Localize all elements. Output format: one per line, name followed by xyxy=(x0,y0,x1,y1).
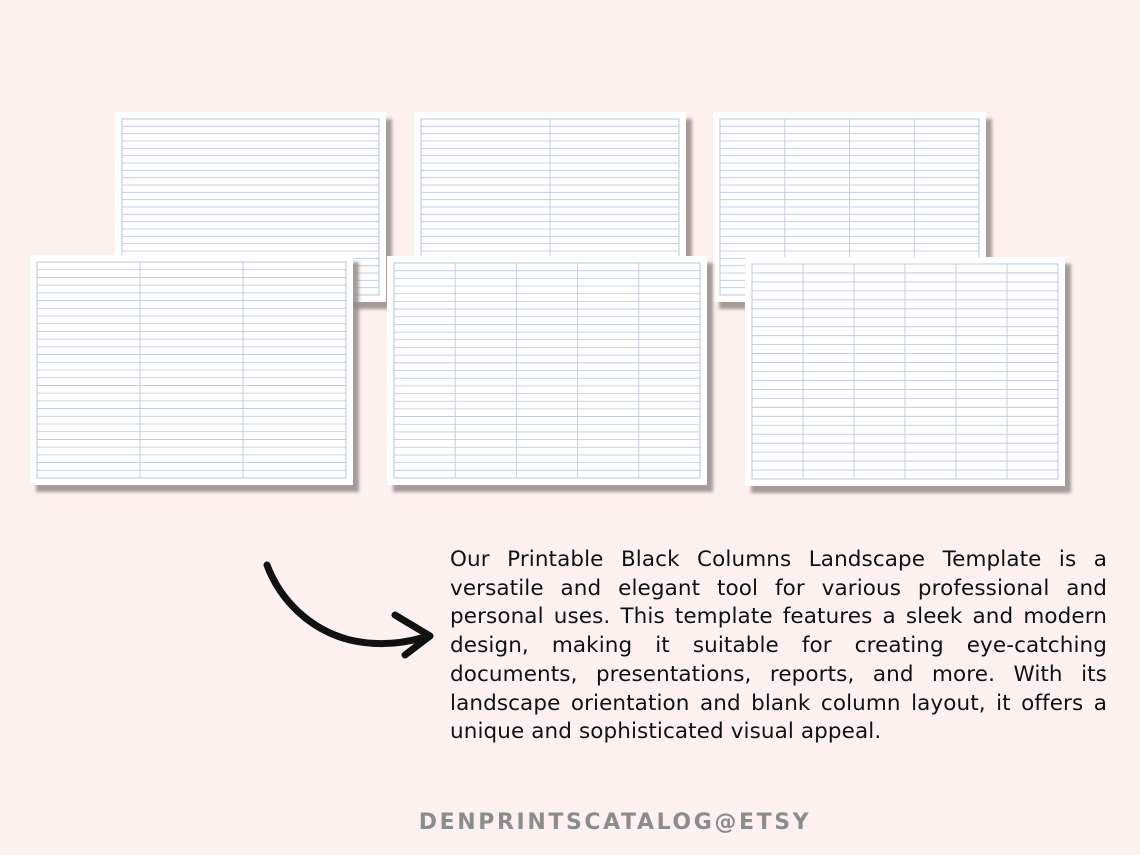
template-grid xyxy=(30,255,353,485)
template-description: Our Printable Black Columns Landscape Template is a versatile and elegant tool for various professional and personal uses. This template features a sleek and modern design, making it suitable for creating eye-catching documents, presentations, reports, and more. With its landscape orientation and blank column layout, it offers a unique and sophisticated visual appeal. xyxy=(450,547,1107,745)
template-grid xyxy=(745,257,1065,486)
curved-arrow-icon xyxy=(255,555,445,670)
shop-signature: DENPRINTSCATALOG@ETSY xyxy=(418,810,812,835)
template-preview-6-column xyxy=(745,257,1065,486)
template-preview-5-column xyxy=(387,256,707,485)
template-grid xyxy=(387,256,707,485)
template-preview-3-column xyxy=(30,255,353,485)
